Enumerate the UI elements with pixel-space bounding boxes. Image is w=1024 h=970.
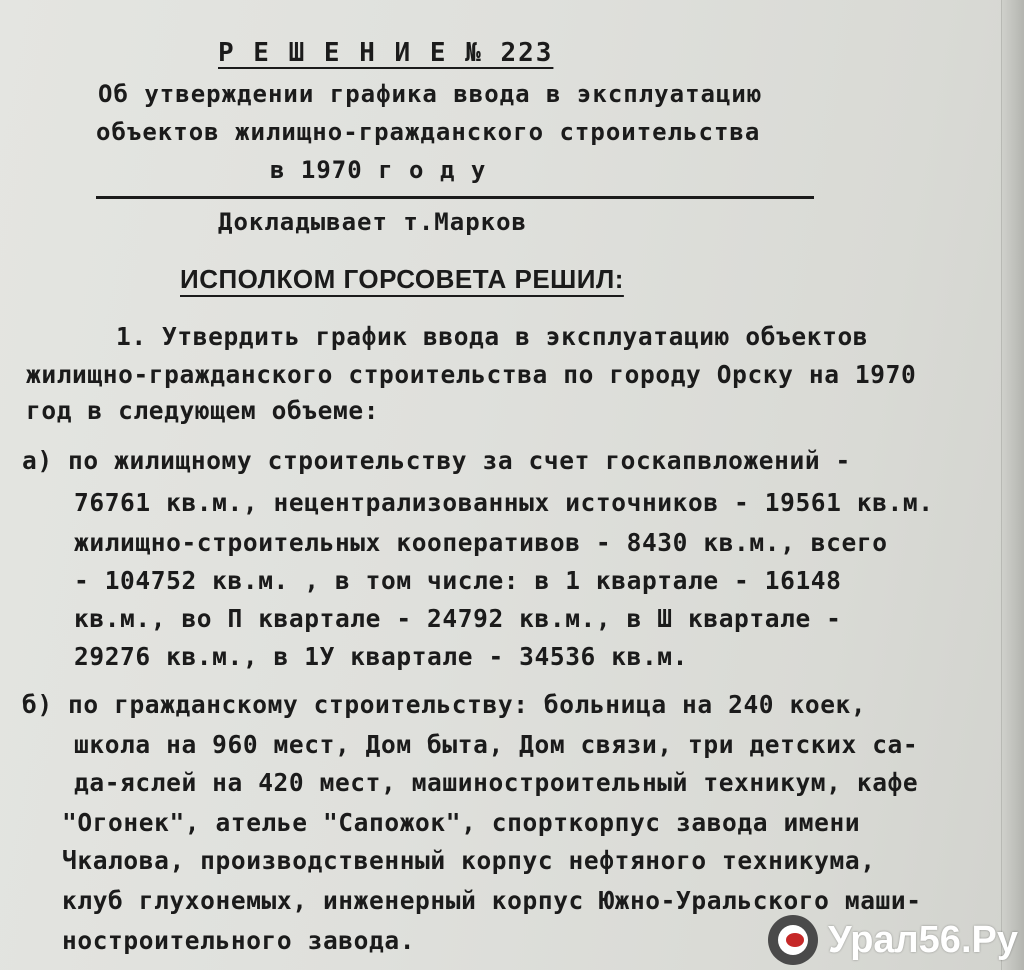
item-b-line-6: клуб глухонемых, инженерный корпус Южно-Уральского маши-: [62, 886, 922, 915]
subject-line-1: Об утверждении графика ввода в эксплуатацию: [98, 80, 763, 108]
item-b-line-7: ностроительного завода.: [62, 926, 416, 955]
page-edge: [1001, 0, 1024, 970]
watermark-text: Урал56.Ру: [828, 918, 1018, 961]
document-title: Р Е Ш Е Н И Е № 223: [218, 38, 554, 68]
item-a-line-1: а) по жилищному строительству за счет госкапвложений -: [22, 446, 851, 475]
logo-icon: [768, 915, 818, 965]
item-a-line-2: 76761 кв.м., нецентрализованных источников - 19561 кв.м.: [74, 488, 934, 517]
item-b-line-2: школа на 960 мест, Дом быта, Дом связи, три детских са-: [74, 730, 919, 759]
item-a-line-6: 29276 кв.м., в 1У квартале - 34536 кв.м.: [74, 642, 689, 671]
item-b-line-1: б) по гражданскому строительству: больница на 240 коек,: [22, 690, 867, 719]
item-b-line-3: да-яслей на 420 мест, машиностроительный техникум, кафе: [74, 768, 919, 797]
subject-line-3: в 1970 г о д у: [270, 156, 487, 184]
watermark-logo: [768, 912, 1018, 968]
paragraph1-line-3: год в следующем объеме:: [26, 396, 380, 425]
item-a-line-3: жилищно-строительных кооперативов - 8430 кв.м., всего: [74, 528, 888, 557]
paragraph1-line-1: 1. Утвердить график ввода в эксплуатацию объектов: [116, 322, 869, 351]
reporter-line: Докладывает т.Марков: [218, 208, 527, 236]
separator-rule: [96, 196, 814, 199]
item-a-line-4: - 104752 кв.м. , в том числе: в 1 квартале - 16148: [74, 566, 842, 595]
item-b-line-5: Чкалова, производственный корпус нефтяного техникума,: [62, 846, 876, 875]
item-a-line-5: кв.м., во П квартале - 24792 кв.м., в Ш квартале -: [74, 604, 842, 633]
resolution-heading: ИСПОЛКОМ ГОРСОВЕТА РЕШИЛ:: [180, 264, 624, 294]
subject-line-2: объектов жилищно-гражданского строительства: [96, 118, 761, 146]
paragraph1-line-2: жилищно-гражданского строительства по городу Орску на 1970: [26, 360, 917, 389]
item-b-line-4: "Огонек", ателье "Сапожок", спорткорпус завода имени: [62, 808, 861, 837]
